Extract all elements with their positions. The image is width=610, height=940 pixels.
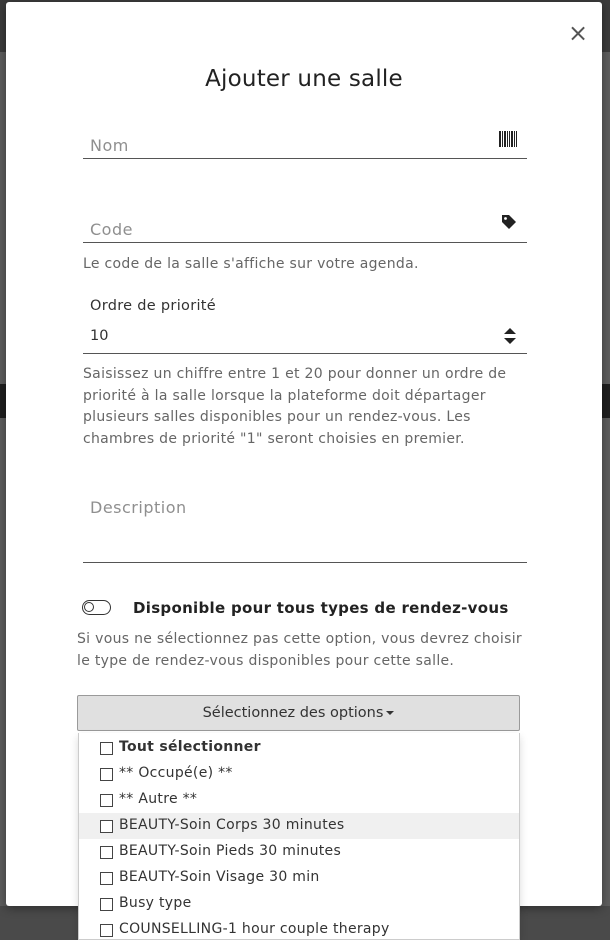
checkbox[interactable] [100,742,113,755]
tag-icon [501,214,517,234]
option-select-all[interactable] [79,735,520,761]
priority-input[interactable] [83,320,527,354]
option-label: ** Occupé(e) ** [119,765,233,781]
name-placeholder: Nom [90,136,129,155]
checkbox[interactable] [100,820,113,833]
checkbox[interactable] [100,924,113,937]
close-button[interactable]: × [567,19,589,47]
priority-label: Ordre de priorité [90,298,216,314]
checkbox[interactable] [100,898,113,911]
option-label: BEAUTY-Soin Visage 30 min [119,869,320,885]
options-select-label: Sélectionnez des options [202,705,384,721]
options-dropdown[interactable] [78,733,520,940]
availability-toggle-label: Disponible pour tous types de rendez-vous [133,599,509,617]
sort-icon[interactable] [504,328,516,348]
option-item[interactable] [79,917,520,940]
toggle-knob [84,602,94,612]
barcode-icon [499,131,517,151]
checkbox[interactable] [100,846,113,859]
option-item[interactable] [79,761,520,787]
option-item[interactable] [79,891,520,917]
option-label: BEAUTY-Soin Corps 30 minutes [119,817,345,833]
code-input[interactable] [83,210,527,243]
description-input[interactable] [83,490,527,563]
option-item[interactable] [79,839,520,865]
option-label: COUNSELLING-1 hour couple therapy [119,921,390,937]
checkbox[interactable] [100,872,113,885]
option-label: Busy type [119,895,192,911]
availability-toggle[interactable] [82,600,111,615]
caret-down-icon [386,711,394,715]
option-label: BEAUTY-Soin Pieds 30 minutes [119,843,342,859]
checkbox[interactable] [100,794,113,807]
option-item[interactable] [79,865,520,891]
option-item[interactable] [79,813,520,839]
name-input[interactable] [83,127,527,159]
priority-value: 10 [90,328,109,344]
availability-help-text: Si vous ne sélectionnez pas cette option, vous devrez choisir le type de rendez-vous disponibles pour cette salle. [77,631,522,669]
options-select-button[interactable] [77,695,520,731]
description-placeholder: Description [90,498,187,517]
option-item[interactable] [79,787,520,813]
modal-title: Ajouter une salle [205,66,403,92]
code-help-text: Le code de la salle s'affiche sur votre agenda. [83,256,419,272]
checkbox[interactable] [100,768,113,781]
priority-help-text: Saisissez un chiffre entre 1 et 20 pour donner un ordre de priorité à la salle lorsque la plateforme doit départager plusieurs salles disponibles pour un rendez-vous. Les chambres de priorité "1" seront choisies en premier. [83,366,507,447]
option-label: Tout sélectionner [119,739,261,755]
option-label: ** Autre ** [119,791,198,807]
code-placeholder: Code [90,220,133,239]
